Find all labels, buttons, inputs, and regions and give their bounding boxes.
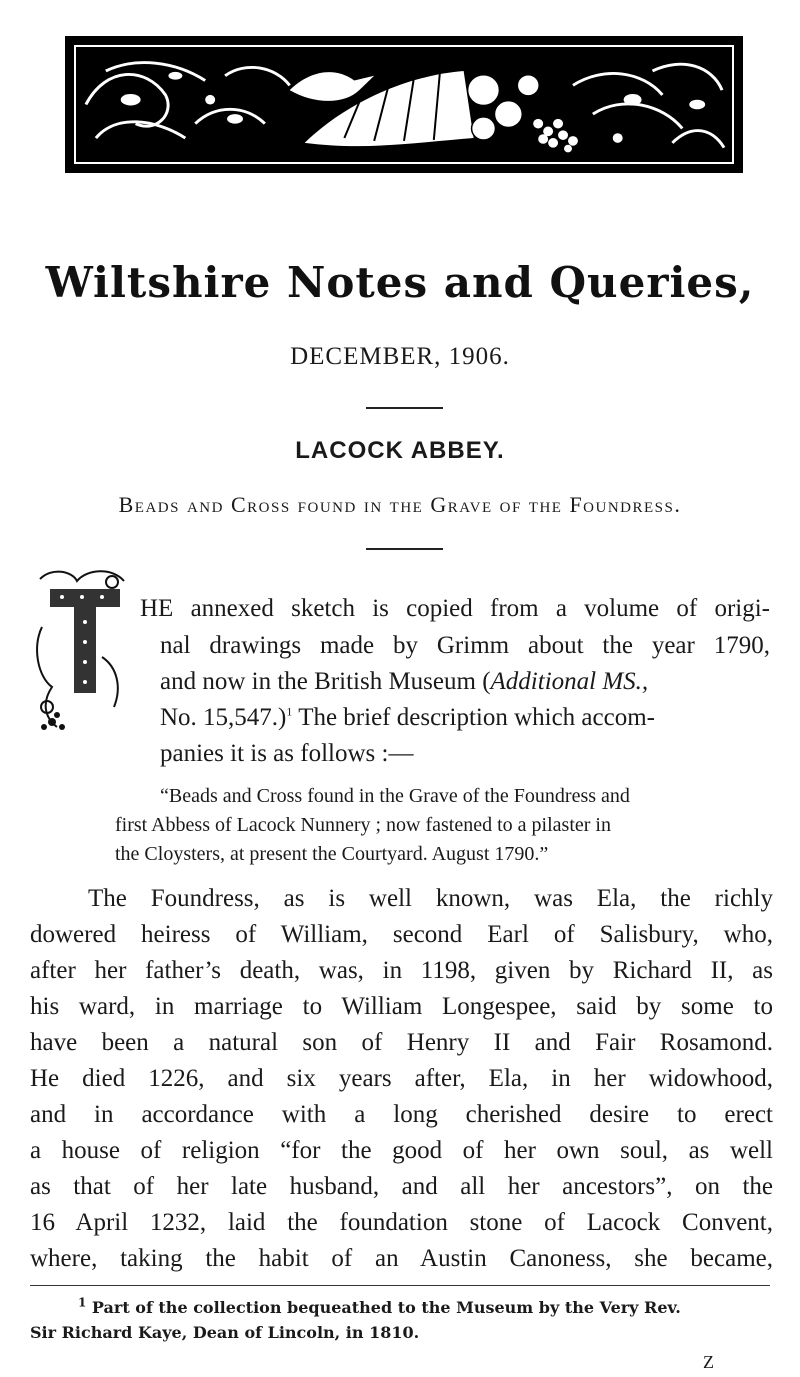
body-line: after her father’s death, was, in 1198, given by Richard II, as	[30, 957, 773, 984]
issue-date: DECEMBER, 1906.	[290, 343, 510, 370]
body-line: where, taking the habit of an Austin Canoness, she became,	[30, 1245, 773, 1272]
footnote-line	[78, 1295, 681, 1317]
signature-mark: Z	[703, 1352, 714, 1372]
intro-line-text: No. 15,547.)	[160, 704, 287, 731]
intro-line	[160, 704, 655, 732]
cornucopia-ornament-icon	[76, 47, 732, 162]
section-divider	[366, 407, 443, 409]
intro-line	[160, 668, 648, 696]
footnote-number: 1	[78, 1295, 87, 1310]
body-line: and in accordance with a long cherished desire to erect	[30, 1101, 773, 1128]
body-line: his ward, in marriage to William Longespee, said by some to	[30, 993, 773, 1020]
article-subtitle: Beads and Cross found in the Grave of the Foundress.	[118, 492, 682, 517]
ornamental-header-band	[65, 36, 743, 173]
ornamental-letter-t-icon	[32, 567, 132, 735]
intro-line: HE annexed sketch is copied from a volume of origi-	[140, 595, 770, 622]
body-line: 16 April 1232, laid the foundation stone of Lacock Convent,	[30, 1209, 773, 1236]
footnote-line: Sir Richard Kaye, Dean of Lincoln, in 1810.	[30, 1323, 420, 1342]
quote-line: the Cloysters, at present the Courtyard. August 1790.”	[115, 843, 549, 865]
body-line: He died 1226, and six years after, Ela, in her widowhood,	[30, 1065, 773, 1092]
body-line: as that of her late husband, and all her ancestors”, on the	[30, 1173, 773, 1200]
footnote-text: Part of the collection bequeathed to the Museum by the Very Rev.	[86, 1298, 681, 1317]
footnote-marker: 1	[286, 704, 293, 719]
quote-line: first Abbess of Lacock Nunnery ; now fastened to a pilaster in	[115, 814, 611, 836]
journal-title: Wiltshire Notes and Queries,	[45, 258, 755, 307]
body-line: have been a natural son of Henry II and Fair Rosamond.	[30, 1029, 773, 1056]
body-line: dowered heiress of William, second Earl of Salisbury, who,	[30, 921, 773, 948]
quote-line: “Beads and Cross found in the Grave of the Foundress and	[160, 785, 630, 807]
body-line: The Foundress, as is well known, was Ela, the richly	[88, 885, 773, 912]
intro-line: panies it is as follows :—	[160, 740, 414, 767]
section-divider	[366, 548, 443, 550]
intro-line-text: and now in the British Museum (	[160, 668, 491, 695]
intro-line: nal drawings made by Grimm about the year 1790,	[160, 632, 770, 659]
intro-line-tail: The brief description which accom-	[292, 704, 655, 731]
dropcap-initial	[32, 567, 132, 735]
intro-italic-ref: Additional MS.,	[490, 668, 649, 695]
body-line: a house of religion “for the good of her own soul, as well	[30, 1137, 773, 1164]
ornament-frame	[74, 45, 734, 164]
footnote-divider	[30, 1285, 770, 1286]
article-title: LACOCK ABBEY.	[295, 437, 505, 464]
